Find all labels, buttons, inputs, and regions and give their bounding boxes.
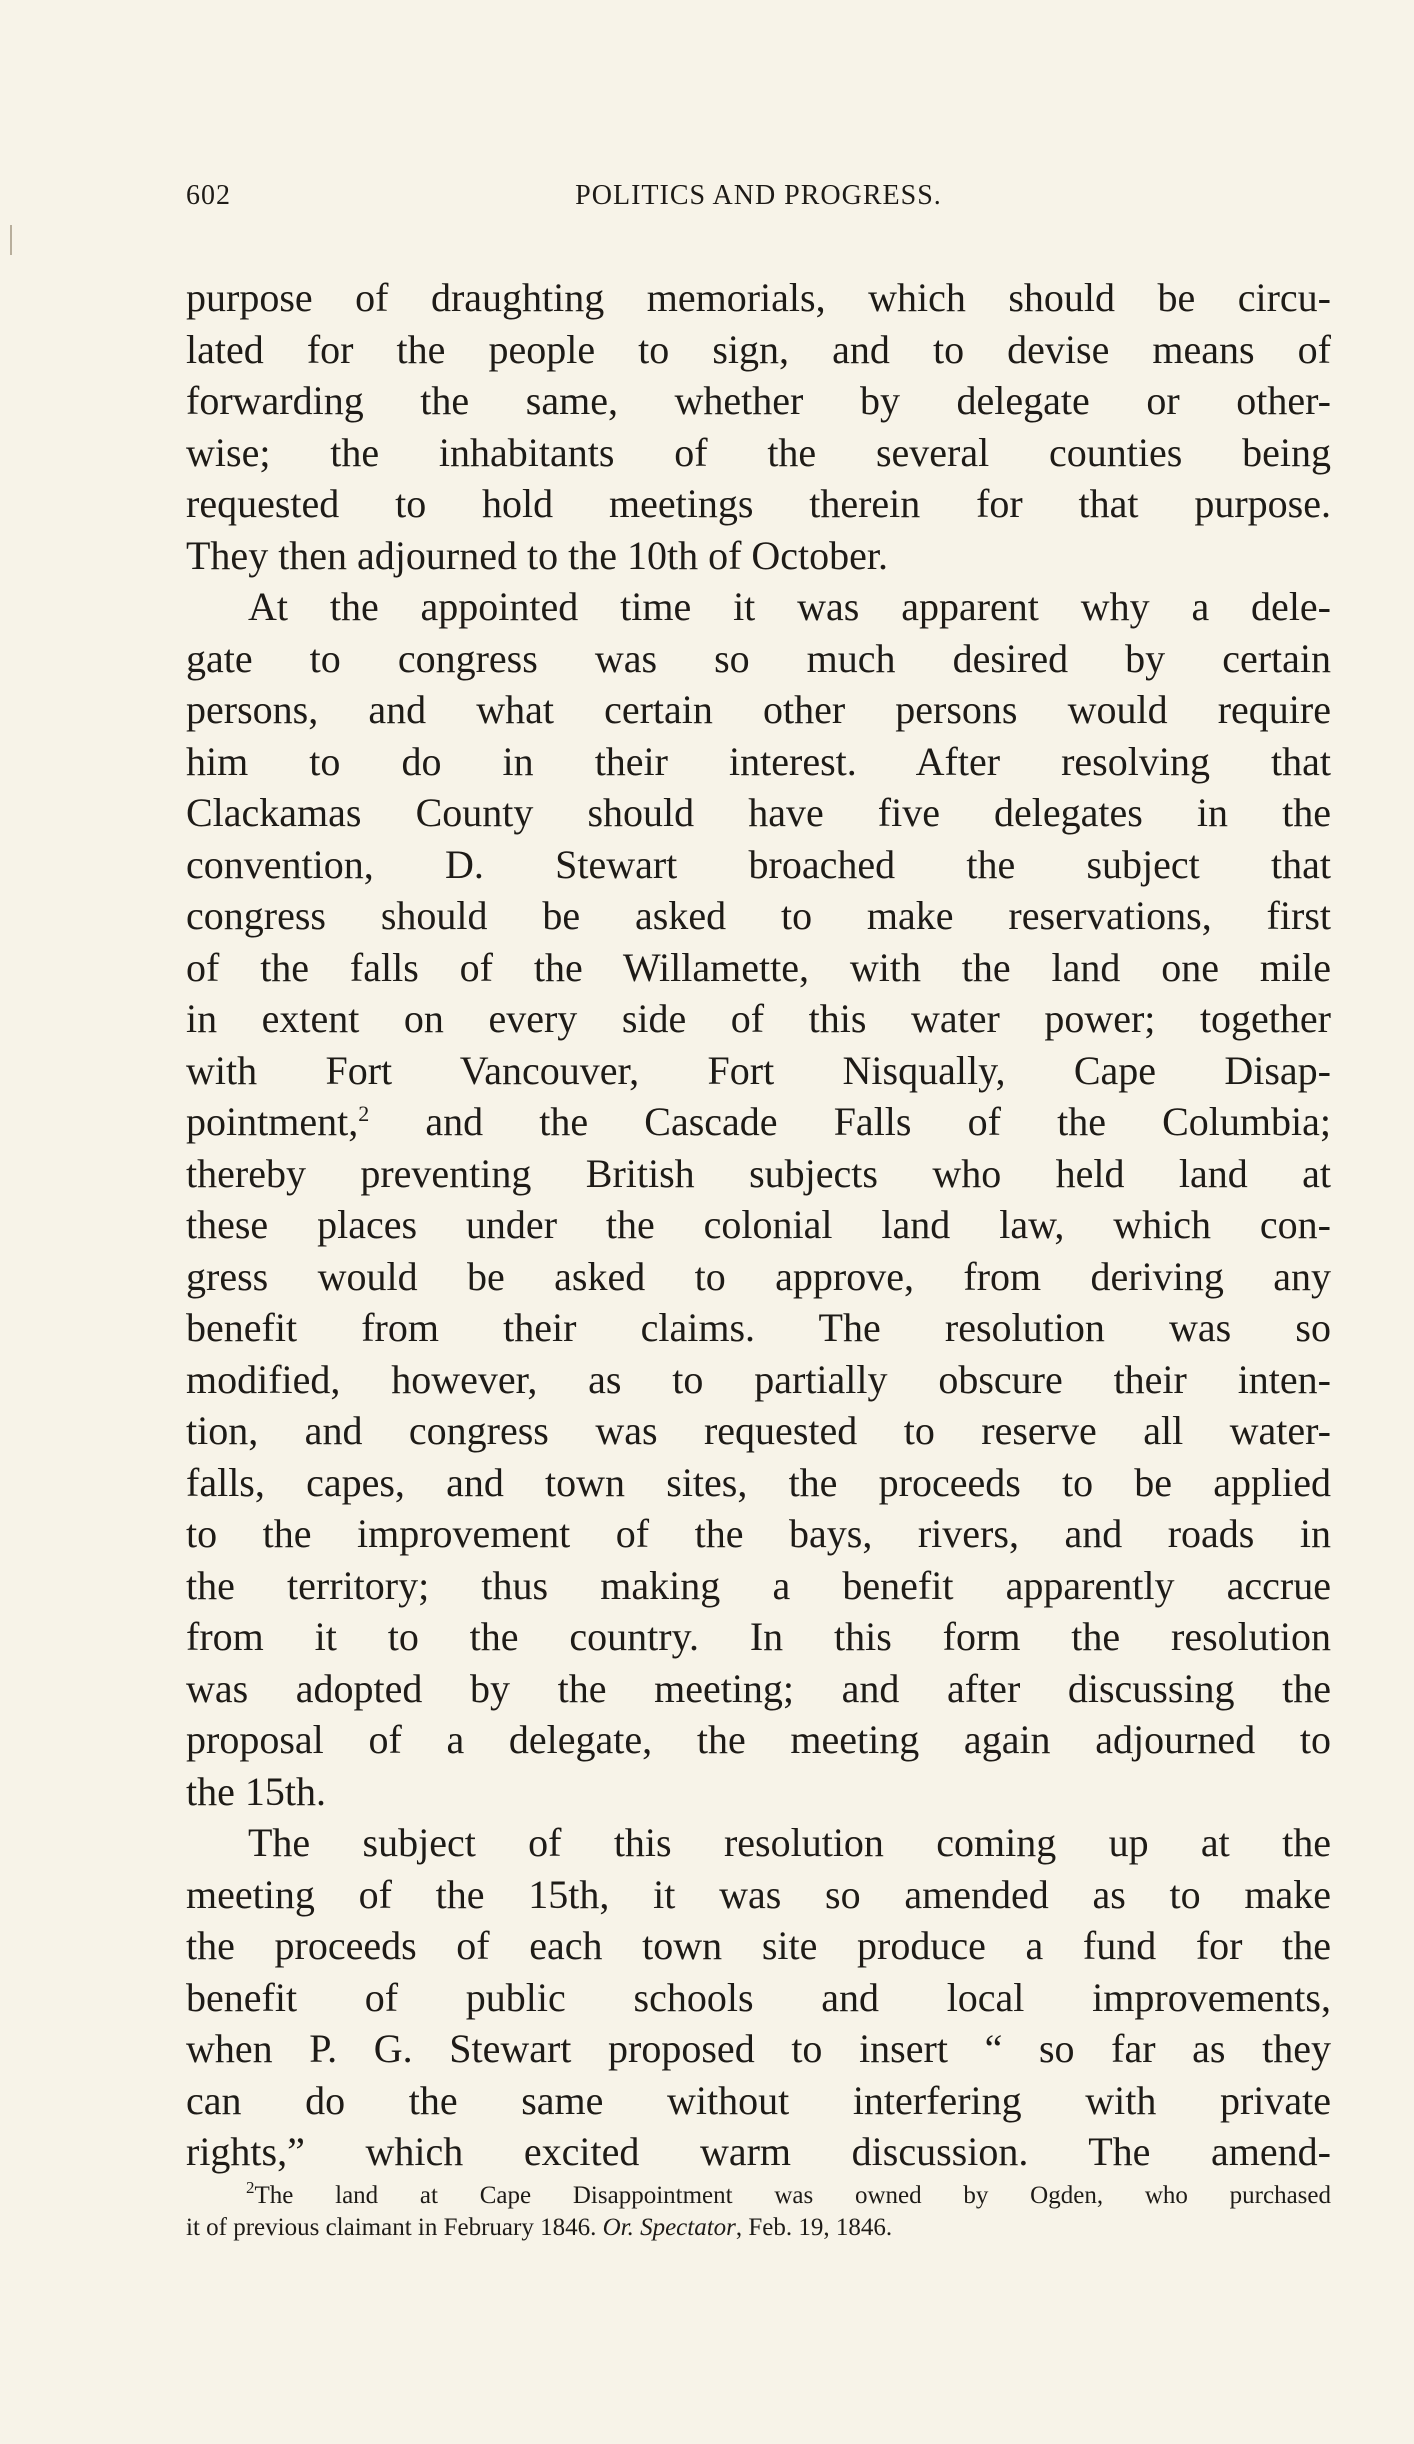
text-line: wise; the inhabitants of the several counties being — [186, 429, 1331, 475]
footnote-text: , Feb. 19, 1846. — [735, 2214, 893, 2241]
text-line: falls, capes, and town sites, the proceeds to be applied — [186, 1459, 1331, 1505]
text-line: The subject of this resolution coming up at the — [248, 1820, 1331, 1865]
running-title: POLITICS AND PROGRESS. — [575, 180, 942, 211]
text-line: modified, however, as to partially obscure their inten- — [186, 1356, 1331, 1402]
footnote-text: The land at Cape Disappointment was owned by Ogden, who purchased — [254, 2182, 1331, 2209]
text-line: rights,” which excited warm discussion. The amend- — [186, 2129, 1331, 2174]
text-line: meeting of the 15th, it was so amended as to make — [186, 1871, 1331, 1917]
text-line: At the appointed time it was apparent why a dele- — [248, 584, 1331, 629]
text-line: him to do in their interest. After resolving that — [186, 738, 1331, 784]
text-line: purpose of draughting memorials, which should be circu- — [186, 275, 1331, 320]
text-line: requested to hold meetings therein for that purpose. — [186, 481, 1331, 526]
text-line: in extent on every side of this water power; together — [186, 996, 1331, 1041]
text-fragment: pointment, — [186, 1099, 359, 1144]
text-line-with-footnote-ref — [186, 1096, 1331, 1148]
text-line: gate to congress was so much desired by certain — [186, 635, 1331, 681]
text-line: from it to the country. In this form the resolution — [186, 1614, 1331, 1659]
footnote-text: it of previous claimant in February 1846. — [186, 2214, 603, 2241]
footnote-line — [186, 2180, 1331, 2212]
body-text — [186, 272, 1331, 2178]
text-fragment: and the Cascade Falls of the Columbia; — [369, 1099, 1331, 1144]
text-line: of the falls of the Willamette, with the land one mile — [186, 944, 1331, 990]
footnote-citation: Or. Spectator — [602, 2214, 736, 2241]
margin-mark — [10, 225, 12, 255]
footnote — [186, 2180, 1331, 2244]
text-line: was adopted by the meeting; and after discussing the — [186, 1665, 1331, 1711]
text-line: can do the same without interfering with private — [186, 2077, 1331, 2123]
running-head — [186, 180, 1331, 220]
text-line: when P. G. Stewart proposed to insert “ so far as they — [186, 2026, 1331, 2071]
text-line: with Fort Vancouver, Fort Nisqually, Cape Disap- — [186, 1047, 1331, 1093]
footnote-marker: 2 — [246, 2178, 255, 2197]
footnote-line — [186, 2212, 1331, 2244]
text-line: convention, D. Stewart broached the subject that — [186, 841, 1331, 887]
text-line: to the improvement of the bays, rivers, and roads in — [186, 1511, 1331, 1556]
text-line: congress should be asked to make reservations, first — [186, 893, 1331, 938]
text-line: gress would be asked to approve, from deriving any — [186, 1253, 1331, 1299]
text-line: benefit from their claims. The resolution was so — [186, 1305, 1331, 1350]
text-line: tion, and congress was requested to reserve all water- — [186, 1408, 1331, 1453]
text-line: the proceeds of each town site produce a fund for the — [186, 1923, 1331, 1968]
text-line: benefit of public schools and local improvements, — [186, 1974, 1331, 2020]
text-line: lated for the people to sign, and to devise means of — [186, 326, 1331, 372]
page-number: 602 — [186, 180, 231, 211]
text-line: They then adjourned to the 10th of October. — [186, 532, 889, 578]
text-line: these places under the colonial land law, which con- — [186, 1202, 1331, 1247]
text-line: the territory; thus making a benefit apparently accrue — [186, 1562, 1331, 1608]
text-line: proposal of a delegate, the meeting again adjourned to — [186, 1717, 1331, 1762]
text-line: Clackamas County should have five delegates in the — [186, 790, 1331, 835]
text-line: thereby preventing British subjects who held land at — [186, 1150, 1331, 1196]
text-line: the 15th. — [186, 1768, 326, 1814]
text-line: persons, and what certain other persons would require — [186, 687, 1331, 732]
footnote-reference[interactable]: 2 — [358, 1101, 370, 1126]
text-line: forwarding the same, whether by delegate or other- — [186, 378, 1331, 423]
